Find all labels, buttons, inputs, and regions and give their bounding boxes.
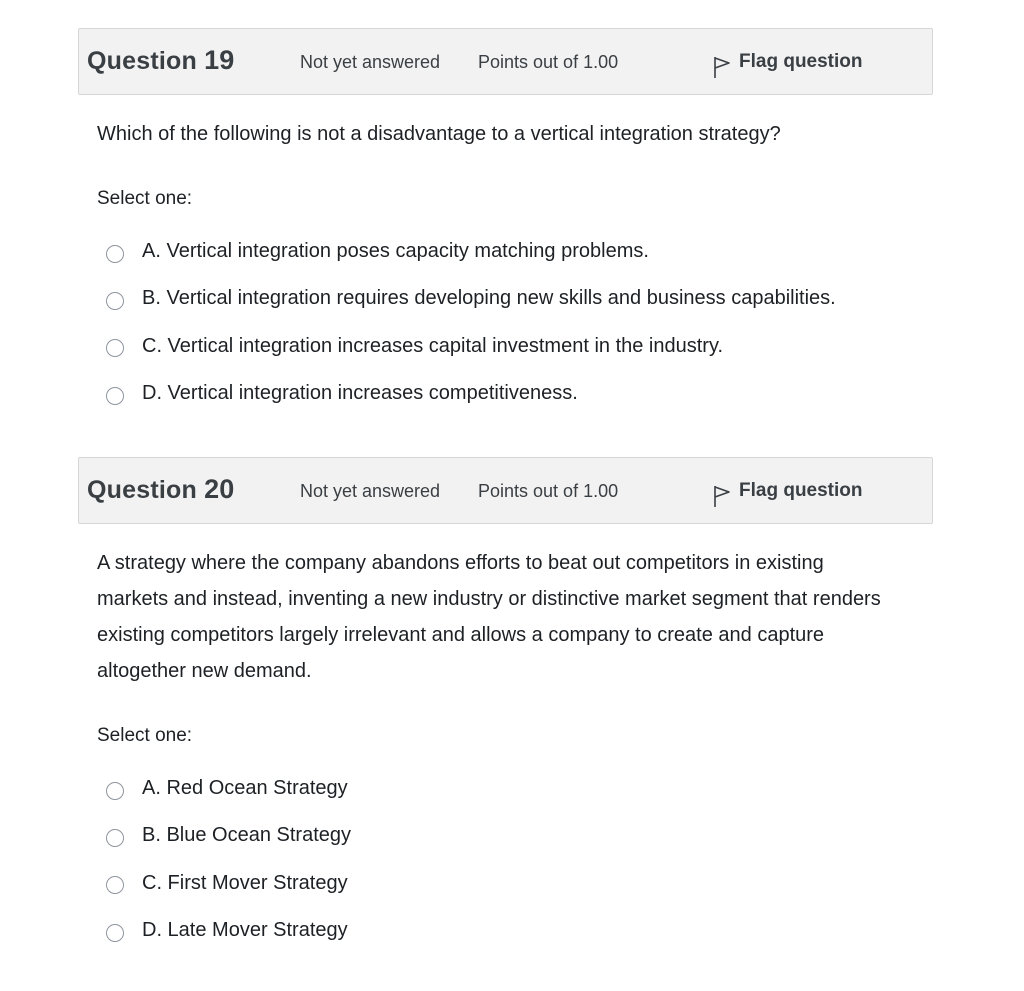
question-number — [87, 45, 235, 76]
question-label: Question — [87, 476, 197, 504]
radio-button[interactable] — [106, 387, 124, 405]
question-text: A strategy where the company abandons efforts to beat out competitors in existing markets and instead, inventing a new industry or distinctive market segment that renders existing competitors largely irrelevant and allows a company to create and capture altogether new demand. — [97, 552, 881, 682]
answer-option-a[interactable] — [106, 765, 926, 812]
option-label: C. First Mover Strategy — [142, 871, 348, 894]
question-state: Not yet answered — [300, 52, 441, 72]
answer-option-b[interactable] — [106, 275, 926, 322]
option-label: C. Vertical integration increases capital investment in the industry. — [142, 334, 724, 357]
question-info-bar — [78, 457, 933, 524]
radio-button[interactable] — [106, 339, 124, 357]
option-label: B. Vertical integration requires developing new skills and business capabilities. — [142, 287, 836, 310]
question-state: Not yet answered — [300, 481, 441, 501]
answer-options — [106, 765, 926, 954]
answer-option-b[interactable] — [106, 812, 926, 859]
option-label: D. Vertical integration increases competitiveness. — [142, 382, 578, 405]
select-one-prompt: Select one: — [97, 188, 193, 209]
question-label: Question — [87, 47, 197, 75]
question-number-value: 19 — [204, 45, 235, 75]
radio-button[interactable] — [106, 829, 124, 847]
radio-button[interactable] — [106, 924, 124, 942]
question-text: Which of the following is not a disadvantage to a vertical integration strategy? — [97, 123, 781, 145]
option-label: A. Vertical integration poses capacity matching problems. — [142, 240, 649, 263]
flag-icon — [712, 55, 732, 79]
answer-option-c[interactable] — [106, 323, 926, 370]
radio-button[interactable] — [106, 876, 124, 894]
answer-option-d[interactable] — [106, 907, 926, 954]
question-grade: Points out of 1.00 — [478, 481, 619, 501]
question-number — [87, 474, 235, 505]
option-label: B. Blue Ocean Strategy — [142, 824, 352, 847]
answer-option-a[interactable] — [106, 228, 926, 275]
answer-option-d[interactable] — [106, 370, 926, 417]
answer-option-c[interactable] — [106, 860, 926, 907]
question-grade: Points out of 1.00 — [478, 52, 619, 72]
radio-button[interactable] — [106, 292, 124, 310]
option-label: D. Late Mover Strategy — [142, 919, 348, 942]
radio-button[interactable] — [106, 782, 124, 800]
answer-options — [106, 228, 926, 417]
flag-question-label: Flag question — [739, 51, 863, 72]
question-info-bar — [78, 28, 933, 95]
flag-question-link[interactable] — [712, 51, 863, 79]
flag-question-link[interactable] — [712, 480, 863, 508]
question-number-value: 20 — [204, 474, 235, 504]
radio-button[interactable] — [106, 245, 124, 263]
flag-question-label: Flag question — [739, 480, 863, 501]
option-label: A. Red Ocean Strategy — [142, 777, 348, 800]
select-one-prompt: Select one: — [97, 725, 193, 746]
flag-icon — [712, 484, 732, 508]
